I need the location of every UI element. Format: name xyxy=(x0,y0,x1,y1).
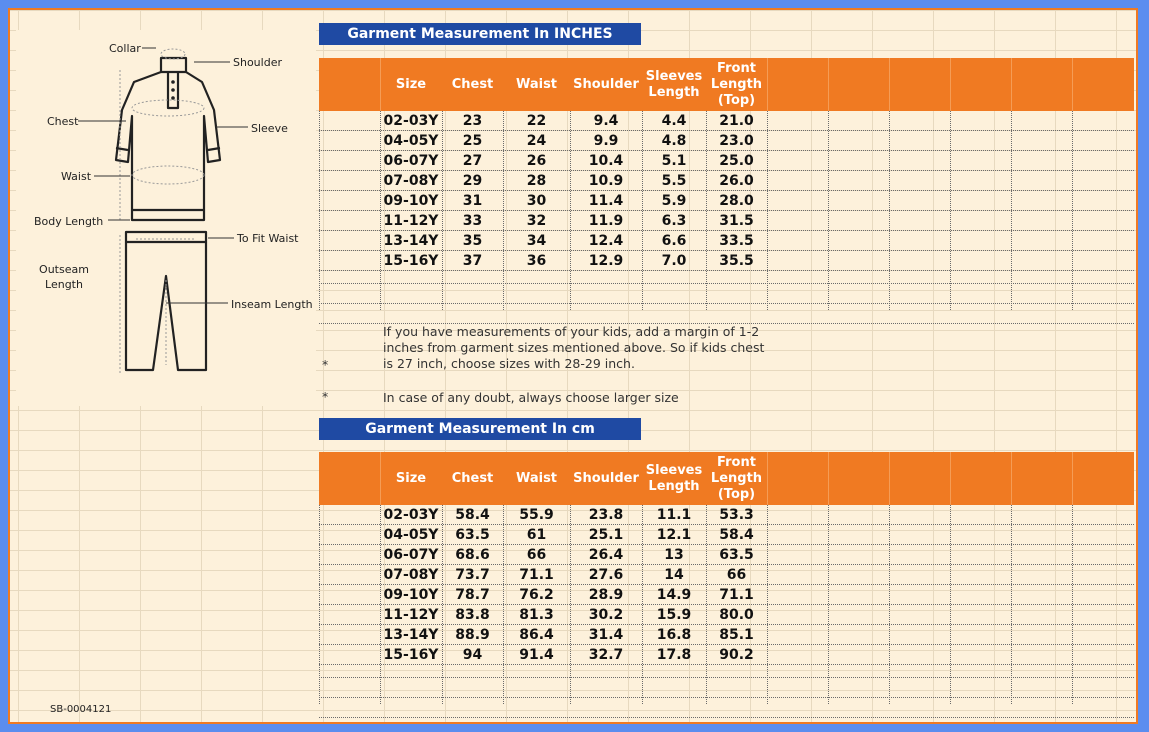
grid-line xyxy=(1011,505,1013,704)
grid-line xyxy=(706,505,708,704)
to-fit-waist-label: To Fit Waist xyxy=(237,232,299,245)
cm-cell: 13-14Y xyxy=(383,626,439,643)
cm-header-2: Waist xyxy=(515,470,558,486)
grid-line xyxy=(570,111,572,310)
cm-cell: 61 xyxy=(526,526,547,543)
inches-cell: 02-03Y xyxy=(383,112,439,129)
inches-cell: 5.1 xyxy=(661,152,687,169)
header-separator xyxy=(1011,452,1012,505)
cm-cell: 31.4 xyxy=(588,626,624,643)
inches-cell: 34 xyxy=(526,232,547,249)
inches-cell: 26 xyxy=(526,152,547,169)
cm-header-5: Front Length (Top) xyxy=(710,454,763,502)
grid-line xyxy=(767,111,769,310)
grid-line xyxy=(570,505,572,704)
inches-cell: 9.9 xyxy=(593,132,619,149)
inches-cell: 27 xyxy=(462,152,483,169)
grid-line xyxy=(950,111,952,310)
header-separator xyxy=(828,58,829,111)
cm-cell: 63.5 xyxy=(455,526,490,543)
inches-header-2: Waist xyxy=(515,76,558,92)
inches-cell: 23.0 xyxy=(719,132,754,149)
header-separator xyxy=(767,58,768,111)
header-separator xyxy=(889,58,890,111)
cm-cell: 15.9 xyxy=(656,606,692,623)
note-marker-1: * xyxy=(322,357,329,372)
inches-cell: 4.8 xyxy=(661,132,687,149)
cm-cell: 23.8 xyxy=(588,506,624,523)
inches-cell: 6.6 xyxy=(661,232,687,249)
inches-cell: 11.9 xyxy=(588,212,624,229)
inches-cell: 36 xyxy=(526,252,547,269)
inches-cell: 30 xyxy=(526,192,547,209)
inches-cell: 21.0 xyxy=(719,112,754,129)
grid-line xyxy=(503,111,505,310)
cm-cell: 81.3 xyxy=(519,606,554,623)
cm-header-1: Chest xyxy=(451,470,494,486)
cm-cell: 66 xyxy=(526,546,547,563)
cm-cell: 86.4 xyxy=(519,626,554,643)
inches-cell: 35 xyxy=(462,232,483,249)
cm-cell: 71.1 xyxy=(519,566,554,583)
chest-label: Chest xyxy=(47,115,79,128)
cm-cell: 68.6 xyxy=(455,546,490,563)
header-separator xyxy=(1011,58,1012,111)
inches-header-3: Shoulder xyxy=(573,76,639,92)
inches-cell: 06-07Y xyxy=(383,152,439,169)
cm-cell: 63.5 xyxy=(719,546,754,563)
product-code: SB-0004121 xyxy=(50,704,112,715)
header-separator xyxy=(950,58,951,111)
grid-line xyxy=(319,505,321,704)
inches-cell: 26.0 xyxy=(719,172,754,189)
grid-line xyxy=(442,505,444,704)
cm-cell: 58.4 xyxy=(719,526,754,543)
header-separator xyxy=(1072,58,1073,111)
inches-header-1: Chest xyxy=(451,76,494,92)
inches-cell: 09-10Y xyxy=(383,192,439,209)
grid-line xyxy=(706,111,708,310)
cm-cell: 15-16Y xyxy=(383,646,439,663)
note-text-2: In case of any doubt, always choose larger size xyxy=(383,390,679,405)
cm-cell: 76.2 xyxy=(519,586,554,603)
grid-line xyxy=(889,111,891,310)
empty-row xyxy=(319,705,1134,718)
cm-cell: 83.8 xyxy=(455,606,490,623)
inches-cell: 28 xyxy=(526,172,547,189)
waist-label: Waist xyxy=(61,170,92,183)
inches-cell: 23 xyxy=(462,112,483,129)
cm-cell: 17.8 xyxy=(656,646,692,663)
header-separator xyxy=(889,452,890,505)
grid-line xyxy=(828,505,830,704)
cm-cell: 04-05Y xyxy=(383,526,439,543)
cm-cell: 27.6 xyxy=(588,566,624,583)
inches-table-title: Garment Measurement In INCHES xyxy=(319,23,641,45)
header-separator xyxy=(828,452,829,505)
cm-cell: 28.9 xyxy=(588,586,624,603)
cm-cell: 26.4 xyxy=(588,546,624,563)
grid-line xyxy=(889,505,891,704)
grid-line xyxy=(642,111,644,310)
grid-line xyxy=(1072,111,1074,310)
sleeve-label: Sleeve xyxy=(251,122,288,135)
cm-cell: 85.1 xyxy=(719,626,754,643)
grid-line xyxy=(1072,505,1074,704)
outseam-length-label: Outseam Length xyxy=(39,263,89,291)
cm-cell: 25.1 xyxy=(588,526,624,543)
inches-header-0: Size xyxy=(395,76,427,92)
cm-cell: 02-03Y xyxy=(383,506,439,523)
header-separator xyxy=(767,452,768,505)
inches-cell: 35.5 xyxy=(719,252,754,269)
cm-header-0: Size xyxy=(395,470,427,486)
cm-cell: 80.0 xyxy=(719,606,754,623)
inches-cell: 15-16Y xyxy=(383,252,439,269)
grid-line xyxy=(380,111,382,310)
shoulder-label: Shoulder xyxy=(233,56,282,69)
inches-cell: 6.3 xyxy=(661,212,687,229)
grid-line xyxy=(828,111,830,310)
header-separator xyxy=(950,452,951,505)
empty-row xyxy=(319,311,1134,324)
cm-cell: 13 xyxy=(664,546,684,563)
inches-cell: 07-08Y xyxy=(383,172,439,189)
cm-cell: 53.3 xyxy=(719,506,754,523)
note-marker-2: * xyxy=(322,389,329,404)
inches-cell: 10.9 xyxy=(588,172,624,189)
grid-line xyxy=(642,505,644,704)
inches-cell: 9.4 xyxy=(593,112,619,129)
cm-cell: 14.9 xyxy=(656,586,692,603)
cm-cell: 55.9 xyxy=(519,506,554,523)
cm-cell: 07-08Y xyxy=(383,566,439,583)
inches-cell: 32 xyxy=(526,212,547,229)
cm-cell: 73.7 xyxy=(455,566,490,583)
note-text-1: If you have measurements of your kids, add a margin of 1-2 inches from garment sizes mentioned above. So if kids chest is 27 inch, choose sizes with 28-29 inch. xyxy=(383,324,765,371)
inches-cell: 33 xyxy=(462,212,483,229)
inches-cell: 37 xyxy=(462,252,483,269)
inches-cell: 7.0 xyxy=(661,252,687,269)
grid-line xyxy=(442,111,444,310)
inches-cell: 5.5 xyxy=(661,172,687,189)
inseam-length-label: Inseam Length xyxy=(231,298,313,311)
inches-table-header xyxy=(319,58,1134,111)
cm-table-title: Garment Measurement In cm xyxy=(319,418,641,440)
inches-header-5: Front Length (Top) xyxy=(710,60,763,108)
cm-cell: 71.1 xyxy=(719,586,754,603)
inches-header-4: Sleeves Length xyxy=(645,68,703,100)
inches-cell: 31 xyxy=(462,192,483,209)
grid-line xyxy=(767,505,769,704)
inches-cell: 33.5 xyxy=(719,232,754,249)
inches-cell: 10.4 xyxy=(588,152,624,169)
grid-line xyxy=(1011,111,1013,310)
inches-cell: 13-14Y xyxy=(383,232,439,249)
inches-cell: 11-12Y xyxy=(383,212,439,229)
cm-header-4: Sleeves Length xyxy=(645,462,703,494)
grid-line xyxy=(503,505,505,704)
grid-line xyxy=(950,505,952,704)
header-separator xyxy=(380,452,381,505)
cm-cell: 90.2 xyxy=(719,646,754,663)
cm-cell: 30.2 xyxy=(588,606,624,623)
cm-cell: 91.4 xyxy=(519,646,554,663)
inches-cell: 12.9 xyxy=(588,252,624,269)
cm-cell: 78.7 xyxy=(455,586,490,603)
cm-cell: 11.1 xyxy=(656,506,692,523)
grid-line xyxy=(380,505,382,704)
cm-header-3: Shoulder xyxy=(573,470,639,486)
inches-cell: 25 xyxy=(462,132,483,149)
inches-cell: 31.5 xyxy=(719,212,754,229)
inches-cell: 24 xyxy=(526,132,547,149)
grid-line xyxy=(319,111,321,310)
cm-cell: 12.1 xyxy=(656,526,692,543)
inches-cell: 28.0 xyxy=(719,192,754,209)
cm-cell: 11-12Y xyxy=(383,606,439,623)
inches-cell: 5.9 xyxy=(661,192,687,209)
inches-cell: 04-05Y xyxy=(383,132,439,149)
cm-cell: 88.9 xyxy=(455,626,490,643)
header-separator xyxy=(380,58,381,111)
body-length-label: Body Length xyxy=(34,215,104,228)
inches-cell: 22 xyxy=(526,112,547,129)
cm-cell: 32.7 xyxy=(588,646,624,663)
inches-cell: 25.0 xyxy=(719,152,754,169)
cm-cell: 94 xyxy=(462,646,483,663)
inches-cell: 4.4 xyxy=(661,112,687,129)
cm-cell: 14 xyxy=(664,566,684,583)
collar-label: Collar xyxy=(109,42,141,55)
inches-cell: 29 xyxy=(462,172,483,189)
inches-cell: 12.4 xyxy=(588,232,624,249)
cm-cell: 66 xyxy=(726,566,747,583)
cm-table-header xyxy=(319,452,1134,505)
inches-cell: 11.4 xyxy=(588,192,624,209)
cm-cell: 16.8 xyxy=(656,626,692,643)
cm-cell: 58.4 xyxy=(455,506,490,523)
cm-cell: 06-07Y xyxy=(383,546,439,563)
header-separator xyxy=(1072,452,1073,505)
cm-cell: 09-10Y xyxy=(383,586,439,603)
